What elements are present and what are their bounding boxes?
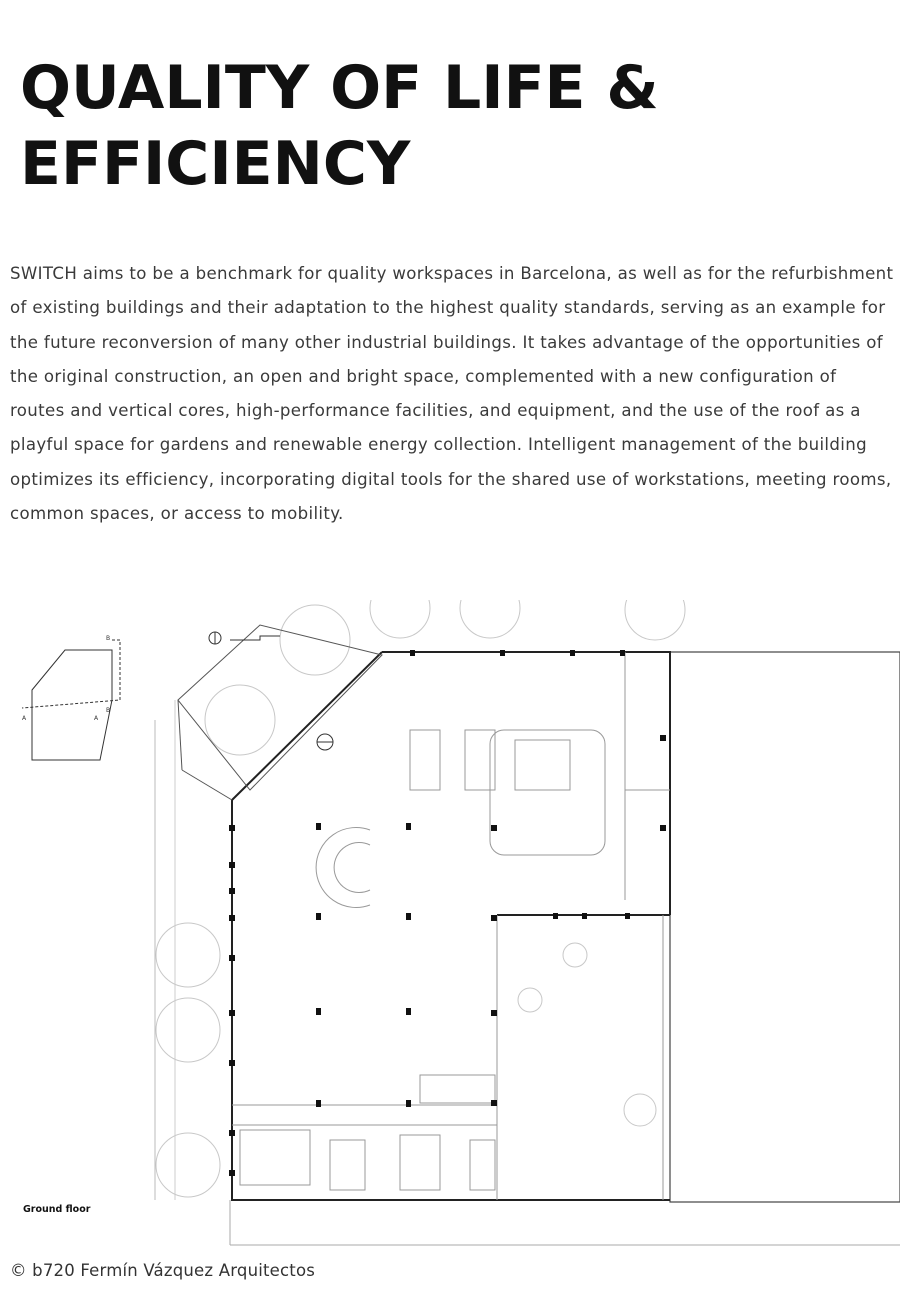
- adjacent-plot: [670, 652, 900, 1202]
- key-mark-b2: B: [106, 707, 111, 714]
- spiral-stair: [316, 828, 370, 908]
- key-mark-b1: B: [106, 635, 111, 642]
- angled-wing: [178, 625, 382, 800]
- building-outline: [232, 652, 670, 1200]
- title-line-1: QUALITY OF LIFE &: [20, 53, 659, 123]
- body-paragraph: SWITCH aims to be a benchmark for quality workspaces in Barcelona, as well as for the refurbishment of existing buildings and their adaptation to the highest quality standards, serving as an example for the future reconversion of many other industrial buildings. It takes advantage of the opportunities of the original construction, an open and bright space, complemented with a new configuration of routes and vertical cores, high-performance facilities, and equipment, and the use of the roof as a playful space for gardens and renewable energy collection. Intelligent management of the building optimizes its efficiency, incorporating digital tools for the shared use of workstations, meeting rooms, common spaces, or access to mobility.: [10, 264, 894, 524]
- ground-floor-plan: [0, 600, 900, 1250]
- page-title: [20, 50, 880, 202]
- street-trees: [156, 600, 685, 1197]
- key-plan: [22, 640, 120, 760]
- entrance-compass-icon: [317, 734, 333, 750]
- key-mark-a1: A: [22, 715, 27, 722]
- key-mark-a2: A: [94, 715, 99, 722]
- title-line-2: EFFICIENCY: [20, 129, 411, 199]
- north-arrow-icon: [209, 632, 280, 644]
- structural-columns: [229, 650, 666, 1176]
- image-credit: © b720 Fermín Vázquez Arquitectos: [10, 1261, 316, 1280]
- plan-caption: Ground floor: [23, 1204, 91, 1215]
